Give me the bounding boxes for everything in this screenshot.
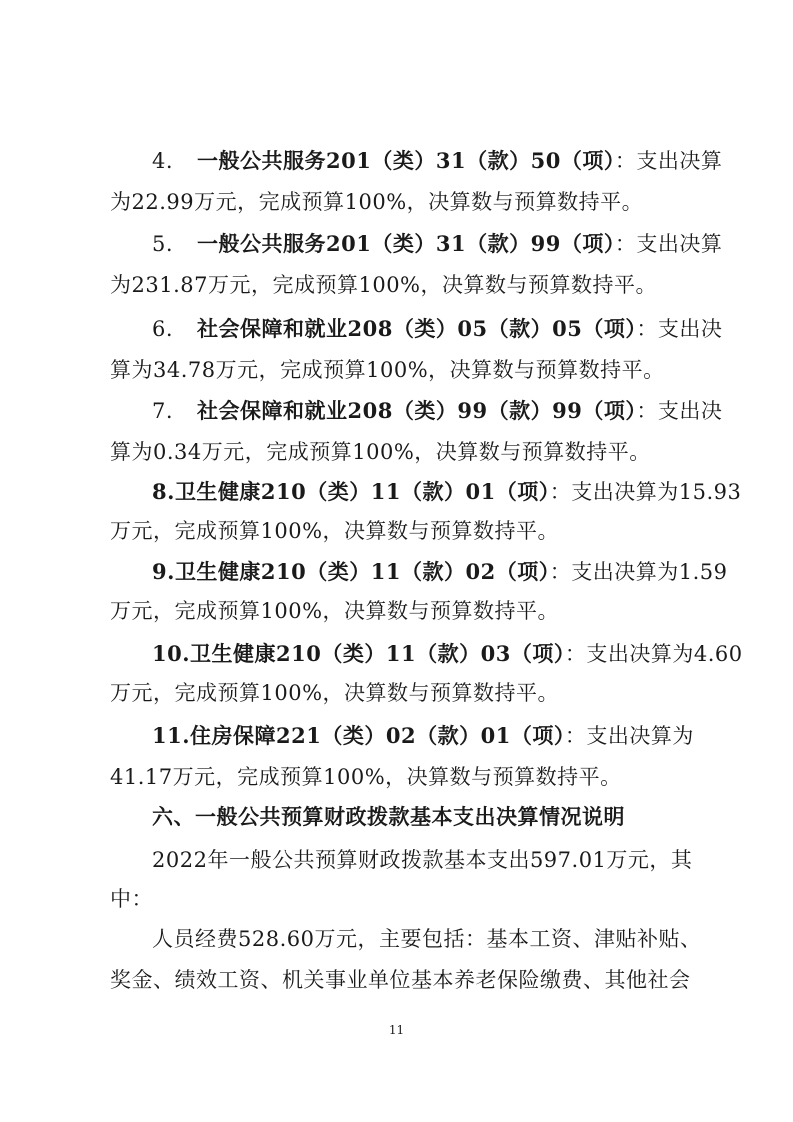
item-number: 9.: [152, 559, 175, 584]
item-5-line-1: [152, 229, 723, 259]
item-7-line-2: 算为0.34万元，完成预算100%，决算数与预算数持平。: [110, 440, 651, 464]
item-number: 10.: [152, 641, 191, 666]
section-heading: 六、一般公共预算财政拨款基本支出决算情况说明: [152, 805, 625, 829]
item-text: ：支出决算为4.60: [564, 642, 743, 666]
section-paragraph-1-line-1: 2022年一般公共预算财政拨款基本支出597.01万元，其: [152, 848, 693, 872]
item-text: ：支出决算: [614, 232, 723, 256]
item-heading: 卫生健康210（类）11（款）03（项）: [190, 641, 565, 666]
item-4-line-1: [152, 146, 723, 176]
item-heading: 卫生健康210（类）11（款）01（项）: [174, 479, 550, 504]
item-4-line-2: 为22.99万元，完成预算100%，决算数与预算数持平。: [110, 190, 644, 214]
item-10-line-1: [152, 639, 743, 669]
item-text: ：支出决算为15.93: [549, 480, 742, 504]
item-7-line-1: [152, 396, 723, 426]
item-6-line-2: 算为34.78万元，完成预算100%，决算数与预算数持平。: [110, 358, 665, 382]
item-text: ：支出决算: [614, 149, 723, 173]
item-heading: 一般公共服务201（类）31（款）99（项）: [197, 231, 615, 256]
section-paragraph-1-line-2: 中：: [110, 887, 153, 911]
section-paragraph-2-line-2: 奖金、绩效工资、机关事业单位基本养老保险缴费、其他社会: [110, 968, 691, 992]
item-11-line-1: [152, 721, 694, 751]
item-number: 11.: [152, 723, 191, 748]
page-number: 11: [388, 1023, 405, 1037]
item-text: ：支出决算为1.59: [549, 560, 728, 584]
item-6-line-1: [152, 314, 723, 344]
item-heading: 一般公共服务201（类）31（款）50（项）: [197, 148, 615, 173]
item-number: 8.: [152, 479, 175, 504]
item-8-line-2: 万元，完成预算100%，决算数与预算数持平。: [110, 519, 560, 543]
item-text: ：支出决: [636, 317, 723, 341]
item-heading: 社会保障和就业208（类）99（款）99（项）: [197, 398, 637, 423]
item-11-line-2: 41.17万元，完成预算100%，决算数与预算数持平。: [110, 765, 622, 789]
item-text: ：支出决算为: [564, 724, 694, 748]
item-heading: 社会保障和就业208（类）05（款）05（项）: [197, 316, 637, 341]
item-number: 7.: [152, 399, 174, 423]
item-heading: 住房保障221（类）02（款）01（项）: [190, 723, 565, 748]
item-number: 6.: [152, 317, 174, 341]
item-8-line-1: [152, 477, 742, 507]
item-9-line-2: 万元，完成预算100%，决算数与预算数持平。: [110, 599, 560, 623]
section-paragraph-2-line-1: 人员经费528.60万元，主要包括：基本工资、津贴补贴、: [152, 927, 702, 951]
item-number: 5.: [152, 232, 174, 256]
item-text: ：支出决: [636, 399, 723, 423]
item-number: 4.: [152, 149, 174, 173]
item-heading: 卫生健康210（类）11（款）02（项）: [174, 559, 550, 584]
item-5-line-2: 为231.87万元，完成预算100%，决算数与预算数持平。: [110, 273, 658, 297]
item-9-line-1: [152, 557, 728, 587]
item-10-line-2: 万元，完成预算100%，决算数与预算数持平。: [110, 681, 560, 705]
